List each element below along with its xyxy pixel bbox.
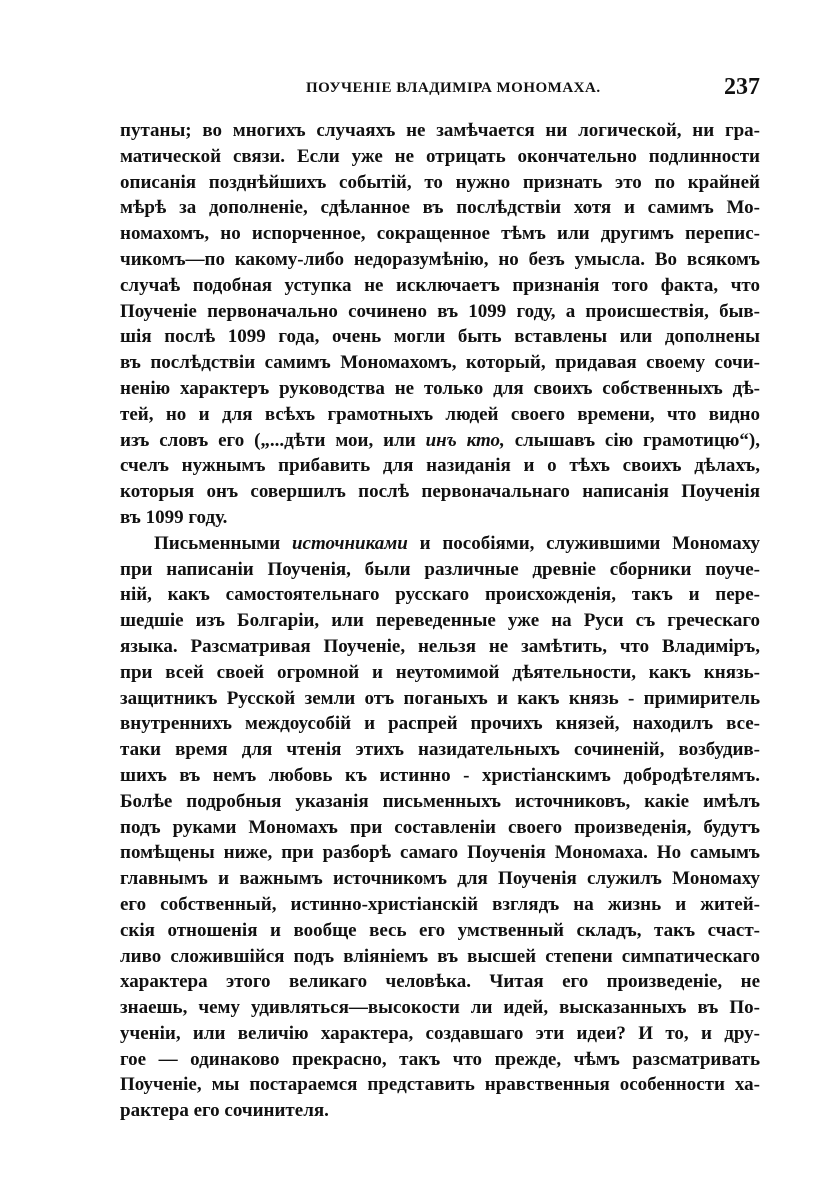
running-header (120, 76, 760, 106)
text-line: шія послѣ 1099 года, очень могли быть вставлены или дополнены (120, 326, 760, 348)
paragraph-start-line (120, 531, 760, 557)
text-line: главнымъ и важнымъ источникомъ для Поученія служилъ Мономаху (120, 868, 760, 890)
text-line: случаѣ подобная уступка не исключаетъ признанія того факта, что (120, 274, 760, 296)
italic-text: источниками (291, 532, 408, 554)
text-line: счелъ нужнымъ прибавить для назиданія и о тѣхъ своихъ дѣлахъ, (120, 455, 760, 477)
text-line: номахомъ, но испорченное, сокращенное тѣмъ или другимъ перепис- (120, 223, 760, 245)
paragraph-end-line: рактера его сочинителя. (120, 1100, 329, 1122)
text-line-with-italic (120, 428, 760, 454)
running-title: ПОУЧЕНІЕ ВЛАДИМІРА МОНОМАХА. (306, 80, 601, 96)
text-line: мѣрѣ за дополненіе, сдѣланное въ послѣдствіи хотя и самимъ Мо- (120, 197, 760, 219)
text-line: помѣщены ниже, при разборѣ самаго Поученія Мономаха. Но самымъ (120, 842, 760, 864)
text-segment: изъ словъ его („...дѣти мои, или (120, 429, 416, 451)
text-line: ученіи, или величію характера, создавшаго эти идеи? И то, и дру- (120, 1022, 760, 1044)
text-line: шихъ въ немъ любовь къ истинно - христіанскимъ добродѣтелямъ. (120, 764, 760, 786)
text-segment: и пособіями, служившими Мономаху (419, 532, 760, 554)
text-line: путаны; во многихъ случаяхъ не замѣчается ни логической, ни гра- (120, 120, 760, 141)
text-line: ливо сложившійся подъ вліяніемъ въ высшей степени симпатическаго (120, 945, 760, 967)
text-line: скія отношенія и вообще весь его умственный складъ, такъ счаст- (120, 919, 760, 941)
body-text (120, 118, 760, 1124)
text-line: его собственный, истинно-христіанскій взглядъ на жизнь и житей- (120, 893, 760, 915)
text-line: характера этого великаго человѣка. Читая его произведеніе, не (120, 971, 760, 993)
text-line: языка. Разсматривая Поученіе, нельзя не замѣтить, что Владиміръ, (120, 635, 760, 657)
text-line: Поученіе первоначально сочинено въ 1099 году, а происшествія, быв- (120, 300, 760, 322)
text-line: таки время для чтенія этихъ назидательныхъ сочиненій, возбудив- (120, 739, 760, 761)
text-segment: слышавъ сію грамотицю“), (514, 429, 760, 451)
paragraph-end-line: въ 1099 году. (120, 506, 228, 528)
text-line: Болѣе подробныя указанія письменныхъ источниковъ, какіе имѣлъ (120, 790, 760, 812)
text-line: матической связи. Если уже не отрицать окончательно подлинности (120, 145, 760, 167)
text-line: гое — одинаково прекрасно, такъ что прежде, чѣмъ разсматривать (120, 1048, 760, 1070)
text-line: ній, какъ самостоятельнаго русскаго происхожденія, такъ и пере- (120, 584, 760, 606)
text-segment: Письменными (154, 532, 281, 554)
text-line: описанія позднѣйшихъ событій, то нужно признать это по крайней (120, 171, 760, 193)
text-line: при написаніи Поученія, были различные древніе сборники поуче- (120, 558, 760, 580)
text-line: внутреннихъ междоусобій и распрей прочихъ князей, находилъ все- (120, 713, 760, 735)
text-line: подъ руками Мономахъ при составленіи своего произведенія, будутъ (120, 816, 760, 838)
text-line: шедшіе изъ Болгаріи, или переведенные уже на Руси съ греческаго (120, 610, 760, 632)
page-number: 237 (724, 74, 760, 100)
text-line: при всей своей огромной и неутомимой дѣятельности, какъ князь- (120, 661, 760, 683)
text-line: знаешь, чему удивляться—высокости ли идей, высказанныхъ въ По- (120, 997, 760, 1019)
text-line: защитникъ Русской земли отъ поганыхъ и какъ князь - примиритель (120, 687, 760, 709)
text-line: въ послѣдствіи самимъ Мономахомъ, который, придавая своему сочи- (120, 352, 760, 374)
text-line: которыя онъ совершилъ послѣ первоначальнаго написанія Поученія (120, 481, 760, 503)
text-line: ненію характеръ руководства не только для своихъ собственныхъ дѣ- (120, 377, 760, 399)
text-line: Поученіе, мы постараемся представить нравственныя особенности ха- (120, 1074, 760, 1096)
italic-text: инъ кто, (425, 429, 505, 451)
text-line: чикомъ—по какому-либо недоразумѣнію, но безъ умысла. Во всякомъ (120, 248, 760, 270)
text-line: тей, но и для всѣхъ грамотныхъ людей своего времени, что видно (120, 403, 760, 425)
